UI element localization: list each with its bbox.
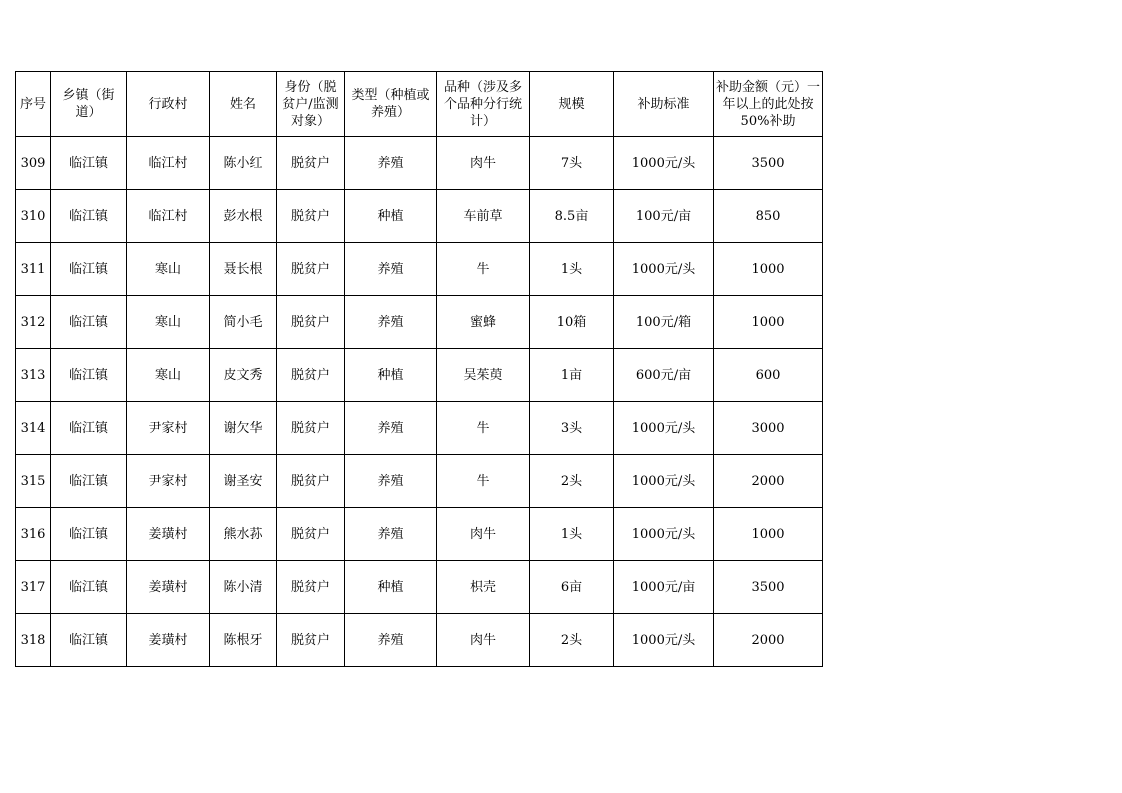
cell-identity: 脱贫户 — [277, 561, 345, 614]
cell-village: 姜璜村 — [127, 614, 210, 667]
cell-standard: 1000元/头 — [614, 614, 714, 667]
cell-seq: 313 — [16, 349, 51, 402]
cell-scale: 3头 — [530, 402, 614, 455]
cell-village: 尹家村 — [127, 402, 210, 455]
cell-scale: 8.5亩 — [530, 190, 614, 243]
cell-scale: 2头 — [530, 455, 614, 508]
cell-name: 谢欠华 — [210, 402, 277, 455]
cell-scale: 6亩 — [530, 561, 614, 614]
table-row — [16, 614, 823, 667]
cell-identity: 脱贫户 — [277, 137, 345, 190]
header-scale: 规模 — [530, 72, 614, 137]
cell-type: 种植 — [345, 349, 437, 402]
cell-village: 姜璜村 — [127, 561, 210, 614]
cell-standard: 600元/亩 — [614, 349, 714, 402]
table-row — [16, 561, 823, 614]
cell-seq: 314 — [16, 402, 51, 455]
cell-village: 姜璜村 — [127, 508, 210, 561]
cell-type: 养殖 — [345, 614, 437, 667]
header-seq: 序号 — [16, 72, 51, 137]
table-row — [16, 190, 823, 243]
cell-town: 临江镇 — [51, 402, 127, 455]
cell-name: 简小毛 — [210, 296, 277, 349]
cell-name: 陈根牙 — [210, 614, 277, 667]
cell-variety: 牛 — [437, 243, 530, 296]
cell-amount: 1000 — [714, 243, 823, 296]
cell-amount: 3500 — [714, 137, 823, 190]
table-row — [16, 296, 823, 349]
cell-scale: 7头 — [530, 137, 614, 190]
cell-name: 熊水荪 — [210, 508, 277, 561]
cell-town: 临江镇 — [51, 349, 127, 402]
cell-standard: 1000元/亩 — [614, 561, 714, 614]
cell-identity: 脱贫户 — [277, 508, 345, 561]
cell-standard: 1000元/头 — [614, 137, 714, 190]
header-variety: 品种（涉及多个品种分行统计） — [437, 72, 530, 137]
cell-variety: 肉牛 — [437, 508, 530, 561]
cell-town: 临江镇 — [51, 614, 127, 667]
subsidy-table — [15, 71, 823, 667]
cell-scale: 10箱 — [530, 296, 614, 349]
cell-name: 皮文秀 — [210, 349, 277, 402]
cell-seq: 311 — [16, 243, 51, 296]
cell-standard: 100元/亩 — [614, 190, 714, 243]
cell-seq: 309 — [16, 137, 51, 190]
cell-village: 寒山 — [127, 243, 210, 296]
cell-amount: 600 — [714, 349, 823, 402]
cell-amount: 3000 — [714, 402, 823, 455]
header-identity: 身份（脱贫户/监测对象） — [277, 72, 345, 137]
cell-name: 陈小红 — [210, 137, 277, 190]
cell-town: 临江镇 — [51, 296, 127, 349]
cell-variety: 枳壳 — [437, 561, 530, 614]
cell-variety: 车前草 — [437, 190, 530, 243]
cell-type: 养殖 — [345, 296, 437, 349]
header-name: 姓名 — [210, 72, 277, 137]
header-amount: 补助金额（元）一年以上的此处按50%补助 — [714, 72, 823, 137]
cell-standard: 1000元/头 — [614, 243, 714, 296]
cell-amount: 3500 — [714, 561, 823, 614]
cell-identity: 脱贫户 — [277, 190, 345, 243]
cell-type: 养殖 — [345, 137, 437, 190]
cell-variety: 肉牛 — [437, 614, 530, 667]
cell-town: 临江镇 — [51, 508, 127, 561]
cell-town: 临江镇 — [51, 561, 127, 614]
cell-type: 养殖 — [345, 508, 437, 561]
cell-seq: 318 — [16, 614, 51, 667]
cell-identity: 脱贫户 — [277, 455, 345, 508]
cell-amount: 850 — [714, 190, 823, 243]
cell-village: 寒山 — [127, 296, 210, 349]
cell-amount: 2000 — [714, 614, 823, 667]
cell-name: 彭水根 — [210, 190, 277, 243]
cell-seq: 315 — [16, 455, 51, 508]
cell-scale: 1亩 — [530, 349, 614, 402]
cell-name: 谢圣安 — [210, 455, 277, 508]
cell-village: 寒山 — [127, 349, 210, 402]
cell-standard: 1000元/头 — [614, 508, 714, 561]
cell-amount: 2000 — [714, 455, 823, 508]
cell-type: 种植 — [345, 190, 437, 243]
table-row — [16, 508, 823, 561]
cell-identity: 脱贫户 — [277, 402, 345, 455]
cell-scale: 2头 — [530, 614, 614, 667]
header-town: 乡镇（街道） — [51, 72, 127, 137]
cell-seq: 316 — [16, 508, 51, 561]
header-row — [16, 72, 823, 137]
table-row — [16, 349, 823, 402]
header-type: 类型（种植或养殖） — [345, 72, 437, 137]
cell-seq: 312 — [16, 296, 51, 349]
cell-variety: 蜜蜂 — [437, 296, 530, 349]
cell-type: 养殖 — [345, 455, 437, 508]
cell-scale: 1头 — [530, 508, 614, 561]
cell-village: 临江村 — [127, 190, 210, 243]
cell-variety: 吴茱萸 — [437, 349, 530, 402]
cell-standard: 1000元/头 — [614, 402, 714, 455]
cell-identity: 脱贫户 — [277, 296, 345, 349]
cell-amount: 1000 — [714, 296, 823, 349]
cell-identity: 脱贫户 — [277, 349, 345, 402]
cell-variety: 肉牛 — [437, 137, 530, 190]
cell-type: 养殖 — [345, 243, 437, 296]
table-row — [16, 455, 823, 508]
cell-variety: 牛 — [437, 455, 530, 508]
cell-standard: 1000元/头 — [614, 455, 714, 508]
cell-town: 临江镇 — [51, 455, 127, 508]
cell-village: 尹家村 — [127, 455, 210, 508]
cell-amount: 1000 — [714, 508, 823, 561]
cell-name: 聂长根 — [210, 243, 277, 296]
cell-seq: 310 — [16, 190, 51, 243]
cell-identity: 脱贫户 — [277, 243, 345, 296]
cell-scale: 1头 — [530, 243, 614, 296]
cell-type: 养殖 — [345, 402, 437, 455]
cell-variety: 牛 — [437, 402, 530, 455]
table-row — [16, 402, 823, 455]
cell-town: 临江镇 — [51, 137, 127, 190]
table-row — [16, 243, 823, 296]
cell-seq: 317 — [16, 561, 51, 614]
cell-name: 陈小清 — [210, 561, 277, 614]
cell-town: 临江镇 — [51, 243, 127, 296]
cell-village: 临江村 — [127, 137, 210, 190]
cell-type: 种植 — [345, 561, 437, 614]
table-row — [16, 137, 823, 190]
header-standard: 补助标准 — [614, 72, 714, 137]
header-village: 行政村 — [127, 72, 210, 137]
cell-town: 临江镇 — [51, 190, 127, 243]
table-body — [16, 137, 823, 667]
cell-identity: 脱贫户 — [277, 614, 345, 667]
cell-standard: 100元/箱 — [614, 296, 714, 349]
